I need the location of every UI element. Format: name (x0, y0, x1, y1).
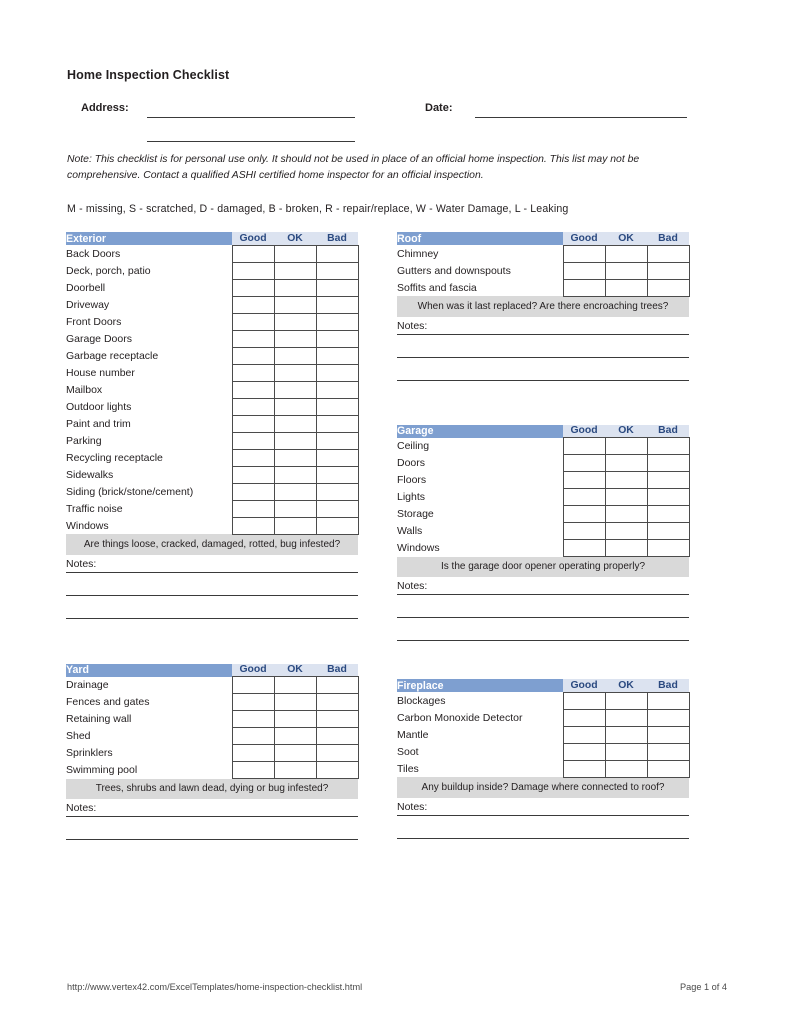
checkbox-cell-ok[interactable] (605, 472, 647, 489)
checkbox-cell-ok[interactable] (605, 540, 647, 557)
checkbox-cell-ok[interactable] (274, 745, 316, 762)
checkbox-cell-bad[interactable] (316, 466, 358, 483)
item-label: Soot (397, 745, 419, 758)
checkbox-cell-ok[interactable] (274, 517, 316, 534)
checkbox-cell-good[interactable] (232, 279, 274, 296)
prompt-row (66, 779, 358, 800)
checkbox-cell-ok[interactable] (274, 728, 316, 745)
checkbox-cell-bad[interactable] (316, 500, 358, 517)
checkbox-cell-bad[interactable] (316, 262, 358, 279)
table-header-row (397, 679, 689, 692)
checkbox-cell-ok[interactable] (274, 432, 316, 449)
checkbox-cell-ok[interactable] (605, 262, 647, 279)
checkbox-cell-bad[interactable] (647, 726, 689, 743)
checkbox-cell-good[interactable] (232, 449, 274, 466)
checkbox-cell-good[interactable] (563, 262, 605, 279)
checkbox-cell-ok[interactable] (274, 694, 316, 711)
checkbox-cell-ok[interactable] (274, 466, 316, 483)
prompt-row (397, 777, 689, 798)
checkbox-cell-bad[interactable] (316, 517, 358, 534)
column-header-bad: Bad (316, 664, 358, 677)
notes-line-gap (66, 817, 358, 839)
checkbox-cell-bad[interactable] (316, 398, 358, 415)
section-roof (397, 232, 689, 381)
checkbox-cell-bad[interactable] (316, 279, 358, 296)
checkbox-cell-bad[interactable] (316, 449, 358, 466)
checkbox-cell-ok[interactable] (274, 500, 316, 517)
date-label: Date: (425, 102, 453, 114)
right-column (397, 232, 689, 839)
checkbox-cell-good[interactable] (563, 743, 605, 760)
table-row (66, 677, 358, 694)
checkbox-cell-good[interactable] (563, 279, 605, 296)
column-header-good: Good (563, 425, 605, 438)
page-title: Home Inspection Checklist (67, 68, 230, 82)
checkbox-cell-good[interactable] (563, 540, 605, 557)
notes-write-line[interactable] (397, 838, 689, 839)
checkbox-cell-good[interactable] (563, 455, 605, 472)
checkbox-cell-bad[interactable] (316, 296, 358, 313)
table-row (66, 262, 358, 279)
checkbox-cell-bad[interactable] (316, 330, 358, 347)
notes-line-gap (397, 816, 689, 838)
item-label: Swimming pool (66, 764, 138, 776)
notes-write-line[interactable] (66, 618, 358, 619)
table-header-row (397, 232, 689, 245)
table-row (397, 692, 689, 709)
checkbox-cell-good[interactable] (232, 398, 274, 415)
checkbox-cell-bad[interactable] (316, 432, 358, 449)
checkbox-cell-ok[interactable] (605, 692, 647, 709)
table-row (66, 330, 358, 347)
checkbox-cell-good[interactable] (563, 726, 605, 743)
column-header-ok: OK (274, 664, 316, 677)
item-label: Carbon Monoxide Detector (397, 711, 523, 724)
item-label: Windows (66, 519, 109, 532)
table-row (66, 415, 358, 432)
item-label: Siding (brick/stone/cement) (66, 485, 194, 498)
checkbox-cell-ok[interactable] (274, 762, 316, 779)
table-row (66, 517, 358, 534)
checkbox-cell-ok[interactable] (274, 364, 316, 381)
checkbox-cell-ok[interactable] (605, 523, 647, 540)
checkbox-cell-bad[interactable] (647, 472, 689, 489)
checkbox-cell-good[interactable] (232, 381, 274, 398)
checkbox-cell-ok[interactable] (274, 711, 316, 728)
checklist-table-fireplace (397, 679, 690, 798)
address-line-2[interactable] (147, 141, 355, 142)
checkbox-cell-bad[interactable] (647, 262, 689, 279)
checkbox-cell-bad[interactable] (647, 523, 689, 540)
date-line[interactable] (475, 117, 687, 118)
checkbox-cell-ok[interactable] (605, 506, 647, 523)
notes-write-line[interactable] (66, 839, 358, 840)
header-fields (67, 101, 727, 141)
checkbox-cell-good[interactable] (563, 760, 605, 777)
table-row (397, 438, 689, 455)
checkbox-cell-good[interactable] (232, 262, 274, 279)
abbreviation-legend: M - missing, S - scratched, D - damaged, B - broken, R - repair/replace, W - Water Damage, L - Leaking (67, 203, 569, 215)
item-label: Garbage receptacle (66, 349, 159, 362)
checkbox-cell-good[interactable] (232, 466, 274, 483)
checkbox-cell-bad[interactable] (316, 381, 358, 398)
item-label: Deck, porch, patio (66, 264, 151, 277)
item-label: Chimney (397, 247, 439, 260)
column-header-good: Good (232, 232, 274, 245)
item-label: Fences and gates (66, 696, 150, 708)
notes-area-yard (66, 799, 358, 840)
table-row (66, 483, 358, 500)
checkbox-cell-good[interactable] (563, 523, 605, 540)
table-row (397, 743, 689, 760)
notes-area-fireplace (397, 798, 689, 839)
section-prompt-roof: When was it last replaced? Are there encroaching trees? (397, 296, 689, 317)
checkbox-cell-bad[interactable] (647, 279, 689, 296)
checkbox-cell-good[interactable] (232, 330, 274, 347)
item-label: Outdoor lights (66, 400, 132, 413)
item-label: Shed (66, 730, 91, 742)
column-header-ok: OK (274, 232, 316, 245)
table-row (66, 313, 358, 330)
checkbox-cell-bad[interactable] (316, 711, 358, 728)
checkbox-cell-bad[interactable] (647, 455, 689, 472)
checkbox-cell-good[interactable] (232, 762, 274, 779)
checkbox-cell-bad[interactable] (647, 489, 689, 506)
checkbox-cell-ok[interactable] (605, 743, 647, 760)
column-header-bad: Bad (647, 425, 689, 438)
checkbox-cell-bad[interactable] (647, 692, 689, 709)
checkbox-cell-bad[interactable] (316, 483, 358, 500)
section-title-yard: Yard (66, 664, 232, 677)
checkbox-cell-good[interactable] (232, 364, 274, 381)
section-title-garage: Garage (397, 425, 563, 438)
table-row (397, 523, 689, 540)
table-row (397, 726, 689, 743)
checkbox-cell-good[interactable] (232, 517, 274, 534)
item-label: Paint and trim (66, 417, 131, 430)
table-row (397, 455, 689, 472)
footer-url[interactable]: http://www.vertex42.com/ExcelTemplates/home-inspection-checklist.html (67, 982, 363, 992)
section-prompt-fireplace: Any buildup inside? Damage where connected to roof? (397, 777, 689, 798)
table-row (397, 245, 689, 262)
checkbox-cell-good[interactable] (232, 745, 274, 762)
section-prompt-garage: Is the garage door opener operating properly? (397, 557, 689, 578)
table-row (66, 245, 358, 262)
section-title-exterior: Exterior (66, 232, 232, 245)
checkbox-cell-good[interactable] (563, 245, 605, 262)
table-row (397, 760, 689, 777)
checkbox-cell-good[interactable] (232, 694, 274, 711)
item-label: Sidewalks (66, 468, 114, 481)
notes-label: Notes: (397, 319, 428, 332)
checkbox-cell-bad[interactable] (316, 762, 358, 779)
checkbox-cell-good[interactable] (563, 489, 605, 506)
item-label: Garage Doors (66, 332, 132, 345)
checkbox-cell-ok[interactable] (274, 398, 316, 415)
checkbox-cell-good[interactable] (232, 728, 274, 745)
table-row (397, 489, 689, 506)
checkbox-cell-good[interactable] (232, 711, 274, 728)
checkbox-cell-ok[interactable] (274, 313, 316, 330)
checklist-table-garage (397, 425, 690, 578)
checkbox-cell-bad[interactable] (647, 743, 689, 760)
table-row (397, 262, 689, 279)
disclaimer-note: Note: This checklist is for personal use only. It should not be used in place of an official home inspection. This list may not be comprehensive. Contact a qualified ASHI certified home inspector for an official inspection. (67, 154, 640, 181)
notes-line-gap (397, 358, 689, 380)
table-row (66, 694, 358, 711)
item-label: House number (66, 366, 135, 379)
column-header-ok: OK (605, 425, 647, 438)
checkbox-cell-bad[interactable] (316, 415, 358, 432)
footer-page-number: Page 1 of 4 (680, 982, 727, 992)
checkbox-cell-ok[interactable] (274, 296, 316, 313)
table-row (397, 506, 689, 523)
checkbox-cell-bad[interactable] (316, 677, 358, 694)
table-row (66, 466, 358, 483)
checkbox-cell-ok[interactable] (274, 677, 316, 694)
item-label: Back Doors (66, 247, 121, 260)
table-row (66, 296, 358, 313)
section-yard (66, 664, 358, 841)
checkbox-cell-ok[interactable] (605, 760, 647, 777)
table-row (397, 709, 689, 726)
item-label: Front Doors (66, 315, 122, 328)
checkbox-cell-good[interactable] (232, 677, 274, 694)
checkbox-cell-bad[interactable] (647, 438, 689, 455)
table-row (66, 745, 358, 762)
checkbox-cell-ok[interactable] (274, 279, 316, 296)
checkbox-cell-ok[interactable] (605, 279, 647, 296)
table-row (66, 762, 358, 779)
table-row (397, 540, 689, 557)
notes-line-gap (397, 335, 689, 357)
column-header-ok: OK (605, 679, 647, 692)
section-exterior (66, 232, 358, 619)
column-header-good: Good (563, 232, 605, 245)
checkbox-cell-bad[interactable] (647, 709, 689, 726)
column-header-bad: Bad (647, 679, 689, 692)
section-title-roof: Roof (397, 232, 563, 245)
notes-area-garage (397, 577, 689, 641)
checkbox-cell-ok[interactable] (274, 245, 316, 262)
checkbox-cell-ok[interactable] (274, 483, 316, 500)
item-label: Recycling receptacle (66, 451, 163, 464)
checkbox-cell-ok[interactable] (274, 262, 316, 279)
table-row (66, 711, 358, 728)
item-label: Driveway (66, 298, 110, 311)
column-header-bad: Bad (647, 232, 689, 245)
section-prompt-yard: Trees, shrubs and lawn dead, dying or bug infested? (66, 779, 358, 800)
column-header-bad: Bad (316, 232, 358, 245)
item-label: Doors (397, 457, 426, 469)
checkbox-cell-good[interactable] (232, 347, 274, 364)
table-row (66, 347, 358, 364)
item-label: Walls (397, 525, 423, 537)
checkbox-cell-bad[interactable] (647, 760, 689, 777)
checkbox-cell-good[interactable] (563, 692, 605, 709)
item-label: Parking (66, 434, 102, 447)
notes-line-gap (397, 618, 689, 640)
table-row (66, 728, 358, 745)
item-label: Storage (397, 508, 434, 520)
section-prompt-exterior: Are things loose, cracked, damaged, rotted, bug infested? (66, 534, 358, 555)
checkbox-cell-ok[interactable] (605, 489, 647, 506)
checkbox-cell-ok[interactable] (274, 415, 316, 432)
checkbox-cell-good[interactable] (232, 500, 274, 517)
table-header-row (66, 232, 358, 245)
checkbox-cell-bad[interactable] (316, 728, 358, 745)
notes-line-gap (66, 596, 358, 618)
column-header-ok: OK (605, 232, 647, 245)
checklist-table-roof (397, 232, 690, 317)
address-line-1[interactable] (147, 117, 355, 118)
checkbox-cell-bad[interactable] (316, 745, 358, 762)
item-label: Soffits and fascia (397, 281, 477, 294)
table-row (66, 381, 358, 398)
prompt-row (66, 534, 358, 555)
checkbox-cell-ok[interactable] (274, 381, 316, 398)
checkbox-cell-good[interactable] (232, 296, 274, 313)
checkbox-cell-bad[interactable] (316, 694, 358, 711)
item-label: Doorbell (66, 281, 106, 294)
left-column (66, 232, 358, 840)
table-header-row (397, 425, 689, 438)
table-row (66, 279, 358, 296)
table-row (397, 472, 689, 489)
checkbox-cell-ok[interactable] (605, 726, 647, 743)
checkbox-cell-bad[interactable] (316, 245, 358, 262)
notes-area-roof (397, 317, 689, 381)
notes-label: Notes: (397, 580, 428, 592)
checkbox-cell-good[interactable] (563, 709, 605, 726)
item-label: Ceiling (397, 440, 430, 452)
notes-area-exterior (66, 555, 358, 619)
notes-write-line[interactable] (397, 640, 689, 641)
checkbox-cell-bad[interactable] (647, 540, 689, 557)
notes-line-gap (66, 573, 358, 595)
table-header-row (66, 664, 358, 677)
item-label: Tiles (397, 762, 419, 775)
table-row (66, 432, 358, 449)
notes-label: Notes: (397, 800, 428, 813)
item-label: Windows (397, 542, 440, 554)
table-row (66, 398, 358, 415)
section-garage (397, 425, 689, 642)
table-row (66, 364, 358, 381)
checkbox-cell-good[interactable] (563, 506, 605, 523)
item-label: Blockages (397, 694, 446, 707)
table-row (397, 279, 689, 296)
item-label: Mantle (397, 728, 429, 741)
prompt-row (397, 296, 689, 317)
notes-label: Notes: (66, 557, 97, 570)
table-row (66, 500, 358, 517)
address-label: Address: (81, 102, 129, 114)
checkbox-cell-ok[interactable] (605, 245, 647, 262)
checkbox-cell-good[interactable] (232, 245, 274, 262)
section-title-fireplace: Fireplace (397, 679, 563, 692)
item-label: Retaining wall (66, 713, 132, 725)
column-header-good: Good (563, 679, 605, 692)
item-label: Lights (397, 491, 426, 503)
checkbox-cell-good[interactable] (563, 438, 605, 455)
checkbox-cell-good[interactable] (232, 483, 274, 500)
checkbox-cell-good[interactable] (563, 472, 605, 489)
checkbox-cell-bad[interactable] (316, 313, 358, 330)
notes-write-line[interactable] (397, 380, 689, 381)
checkbox-cell-ok[interactable] (274, 330, 316, 347)
notes-line-gap (397, 595, 689, 617)
notes-label: Notes: (66, 802, 97, 814)
item-label: Traffic noise (66, 502, 123, 515)
item-label: Gutters and downspouts (397, 264, 511, 277)
checklist-table-exterior (66, 232, 359, 555)
checkbox-cell-ok[interactable] (605, 438, 647, 455)
checkbox-cell-good[interactable] (232, 415, 274, 432)
table-row (66, 449, 358, 466)
checkbox-cell-good[interactable] (232, 313, 274, 330)
item-label: Floors (397, 474, 427, 486)
checkbox-cell-good[interactable] (232, 432, 274, 449)
column-header-good: Good (232, 664, 274, 677)
checkbox-cell-ok[interactable] (605, 709, 647, 726)
prompt-row (397, 557, 689, 578)
item-label: Drainage (66, 679, 109, 691)
checklist-table-yard (66, 664, 359, 800)
checkbox-cell-bad[interactable] (647, 245, 689, 262)
section-fireplace (397, 679, 689, 839)
checkbox-cell-bad[interactable] (316, 347, 358, 364)
checkbox-cell-ok[interactable] (274, 449, 316, 466)
checkbox-cell-bad[interactable] (647, 506, 689, 523)
checkbox-cell-bad[interactable] (316, 364, 358, 381)
checkbox-cell-ok[interactable] (605, 455, 647, 472)
checkbox-cell-ok[interactable] (274, 347, 316, 364)
item-label: Sprinklers (66, 747, 113, 759)
item-label: Mailbox (66, 383, 103, 396)
